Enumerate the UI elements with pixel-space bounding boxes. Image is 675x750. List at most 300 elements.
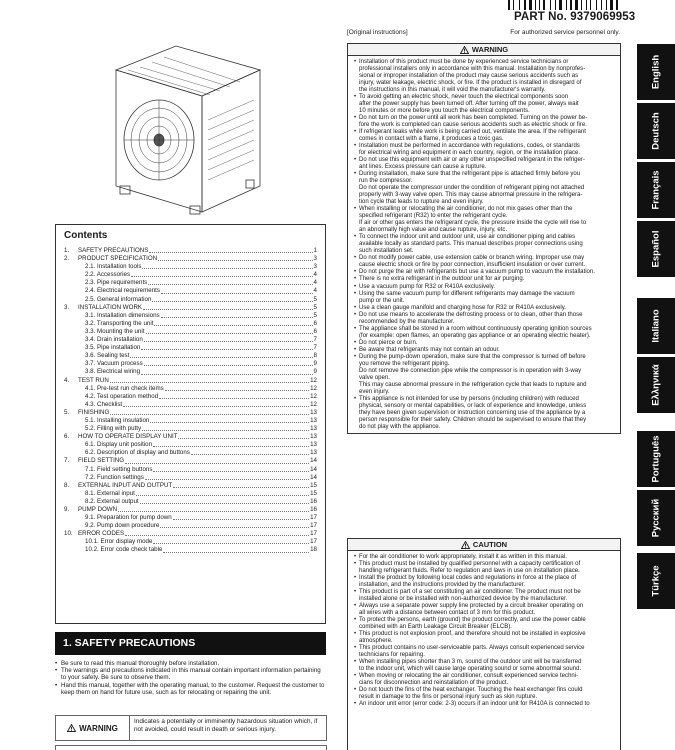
toc-page: 6 xyxy=(313,319,317,327)
toc-leader xyxy=(158,255,312,261)
outdoor-unit-illustration xyxy=(106,40,268,220)
toc-entry[interactable] xyxy=(64,425,317,433)
barcode-bar xyxy=(508,0,510,10)
legend-key-label: WARNING xyxy=(79,723,118,733)
toc-label: 4.1. Pre-test run check items xyxy=(85,384,164,392)
toc-number xyxy=(64,449,78,457)
barcode-bar xyxy=(546,0,549,10)
caution-line: to the indoor unit, which will cause large operating sound or some abnormal sound. xyxy=(359,666,582,673)
toc-entry[interactable] xyxy=(64,466,317,474)
toc-entry[interactable] xyxy=(64,514,317,522)
original-instructions-label: [Original instructions] xyxy=(347,29,408,36)
language-tab[interactable] xyxy=(637,431,675,487)
intro-item: • Hand this manual, together with the operating manual, to the customer. Request the customer to keep them on hand for future use, such as for relocating or repairing the unit. xyxy=(55,682,327,696)
toc-label: 3.2. Transporting the unit xyxy=(85,319,154,327)
caution-line: installed alone or be installed with non-authorized device by the manufacturer. xyxy=(359,596,568,603)
toc-leader xyxy=(159,393,309,399)
caution-line: installation, and the instructions provided by the manufacturer. xyxy=(359,582,526,589)
toc-page: 13 xyxy=(310,408,317,416)
language-tab-label: Türkçe xyxy=(650,565,662,597)
toc-page: 12 xyxy=(310,392,317,400)
toc-leader xyxy=(123,401,309,407)
toc-entry[interactable] xyxy=(64,344,317,352)
barcode-bar xyxy=(588,0,589,10)
warning-line: cause electric shock or fire by poor connection, insufficient insulation or over current. xyxy=(359,262,586,269)
toc-label: 5.1. Installing insulation xyxy=(85,416,150,424)
toc-page: 18 xyxy=(310,546,317,554)
intro-item: • Be sure to read this manual thoroughly before installation. xyxy=(55,660,327,667)
toc-number xyxy=(64,538,78,546)
toc-entry[interactable] xyxy=(64,449,317,457)
toc-entry[interactable] xyxy=(64,296,317,304)
warning-line: If air or other gas enters the refrigerant cycle, the pressure inside the cycle will rise to xyxy=(359,220,587,227)
warning-line: • Installation must be performed in accordance with regulations, codes, or standards xyxy=(354,143,615,150)
safety-intro-list xyxy=(55,660,327,696)
caution-line: • This product is not explosion proof, and therefore should not be installed in explosive xyxy=(354,631,615,638)
warning-line: valve open. xyxy=(359,374,390,381)
section-heading-safety: 1. SAFETY PRECAUTIONS xyxy=(55,632,326,655)
toc-leader xyxy=(142,425,309,431)
caution-line: • When installing pipes shorter than 3 m, sound of the outdoor unit will be transferred xyxy=(354,659,615,666)
legend-text: Indicates a potentially or imminently hazardous situation which, if not avoided, could result in death or serious injury. xyxy=(134,718,318,734)
barcode-bar xyxy=(521,0,523,10)
warning-line: recommended by the manufacturer. xyxy=(359,318,455,325)
toc-entry[interactable] xyxy=(64,255,317,263)
toc-number xyxy=(64,360,78,368)
language-tab[interactable] xyxy=(637,298,675,354)
toc-leader xyxy=(144,360,313,366)
warning-line: they have been given supervision or instruction concerning use of the appliance by a xyxy=(359,409,586,416)
toc-number xyxy=(64,352,78,360)
warning-line: injury, water leakage, electric shock, or fire. If the product is installed in disregard of xyxy=(359,80,582,87)
caution-line: • For the air conditioner to work appropriately, install it as written in this manual. xyxy=(354,554,615,561)
toc-number xyxy=(64,498,78,506)
caution-line: handling refrigerant fluids. Refer to regulation and laws in use on installation place. xyxy=(359,568,580,575)
caution-line: technicians for repairing. xyxy=(359,652,425,659)
toc-leader xyxy=(160,522,309,528)
warning-line: available locally as standard parts. This manual describes proper connections using xyxy=(359,241,583,248)
toc-page: 14 xyxy=(310,473,317,481)
barcode-bar xyxy=(616,0,618,10)
toc-leader xyxy=(141,344,312,350)
toc-number: 2. xyxy=(64,255,70,263)
toc-number xyxy=(64,287,78,295)
caution-list xyxy=(348,551,620,710)
toc-number xyxy=(64,417,78,425)
toc-label: 3.4. Drain installation xyxy=(85,336,143,344)
warning-line: fore the work is completed can cause serious accidents such as electric shock or fire. xyxy=(359,122,587,129)
warning-line: ant lines. Excess pressure can cause a rupture. xyxy=(359,164,487,171)
toc-label: FINISHING xyxy=(78,408,110,416)
warning-line: • Do not pierce or burn. xyxy=(354,340,615,347)
toc-number xyxy=(64,441,78,449)
toc-entry[interactable] xyxy=(64,538,317,546)
language-tab[interactable] xyxy=(637,490,675,546)
barcode-bar xyxy=(543,0,545,10)
toc-leader xyxy=(142,263,312,269)
barcode-bar xyxy=(583,0,585,10)
warning-line: • This appliance is not intended for use by persons (including children) with reduced xyxy=(354,396,615,403)
toc-leader xyxy=(154,320,312,326)
barcode-bar xyxy=(524,0,526,10)
toc-page: 16 xyxy=(310,506,317,513)
toc-entry[interactable] xyxy=(64,336,317,344)
warning-line: 10 minutes or more before you touch the electrical components. xyxy=(359,108,530,115)
toc-entry[interactable] xyxy=(64,368,317,376)
caution-title: CAUTION xyxy=(472,540,508,549)
toc-entry[interactable] xyxy=(64,377,317,385)
toc-label: EXTERNAL INPUT AND OUTPUT xyxy=(78,481,173,489)
toc-number xyxy=(64,490,78,498)
toc-label: 3.6. Sealing test xyxy=(85,352,130,360)
toc-label: 9.2. Pump down procedure xyxy=(85,522,160,530)
contents-box xyxy=(55,224,326,624)
warning-box xyxy=(347,43,621,434)
barcode-bar xyxy=(579,0,580,10)
barcode-bar xyxy=(608,0,609,10)
language-tab[interactable] xyxy=(637,553,675,609)
barcode-bar xyxy=(513,0,514,10)
warning-line: • Installation of this product must be done by experienced service technicians or xyxy=(354,59,615,66)
barcode-bar xyxy=(559,0,562,10)
warning-line: • To connect the indoor unit and outdoor unit, use air conditioner piping and cables xyxy=(354,234,615,241)
barcode-bar xyxy=(533,0,534,10)
toc-entry[interactable] xyxy=(64,352,317,360)
barcode-bar xyxy=(601,0,602,10)
barcode-bar xyxy=(511,0,512,10)
toc-page: 4 xyxy=(313,271,317,279)
barcode-bar xyxy=(590,0,591,10)
barcode-bar xyxy=(619,0,620,10)
caution-line: all wires with a distance between contact of 3 mm for this product. xyxy=(359,610,536,617)
toc-entry[interactable] xyxy=(64,457,317,465)
toc-label: 7.2. Function settings xyxy=(85,473,144,481)
warning-triangle-icon xyxy=(460,46,469,54)
toc-number xyxy=(64,522,78,530)
toc-entry[interactable] xyxy=(64,522,317,530)
toc-page: 17 xyxy=(310,514,317,522)
toc-label: 6.2. Description of display and buttons xyxy=(85,449,190,457)
toc-label: HOW TO OPERATE DISPLAY UNIT xyxy=(78,433,178,441)
barcode-bar xyxy=(557,0,558,10)
toc-entry[interactable] xyxy=(64,530,317,538)
table-of-contents xyxy=(64,247,317,555)
toc-page: 1 xyxy=(313,247,317,254)
language-tab[interactable] xyxy=(637,357,675,413)
language-tab-label: Italiano xyxy=(650,309,662,343)
barcode-bar xyxy=(527,0,528,10)
toc-page: 3 xyxy=(313,263,317,271)
toc-label: 5.2. Filling with putty xyxy=(85,425,142,433)
warning-line: • Use a vacuum pump for R32 or R410A exclusively. xyxy=(354,284,615,291)
toc-entry[interactable] xyxy=(64,433,317,441)
barcode-bar xyxy=(529,0,532,10)
toc-label: 3.8. Electrical wiring xyxy=(85,368,141,376)
toc-label: 10.1. Error display mode xyxy=(85,538,153,546)
warning-line: run the compressor. xyxy=(359,178,413,185)
warning-line: comes in contact with a flame, it produces a toxic gas. xyxy=(359,136,504,143)
warning-line: properly with 3-way valve open. This may cause abnormal pressure in the refrigera- xyxy=(359,192,583,199)
barcode-bar xyxy=(541,0,542,10)
toc-leader xyxy=(125,530,309,536)
warning-line: • To avoid getting an electric shock, never touch the electrical components soon xyxy=(354,94,615,101)
caution-line: • When moving or relocating the air conditioner, consult experienced service techni- xyxy=(354,673,615,680)
warning-line: • There is no extra refrigerant in the outdoor unit for air purging. xyxy=(354,276,615,283)
toc-number xyxy=(64,263,78,271)
caution-line: • This product is part of a set constituting an air conditioner. The product must not be xyxy=(354,589,615,596)
toc-leader xyxy=(146,328,313,334)
toc-leader xyxy=(136,490,309,496)
warning-line: tion cycle that leads to rupture and even injury. xyxy=(359,199,484,206)
warning-box-header xyxy=(348,44,620,56)
barcode-bar xyxy=(552,0,554,10)
language-tab[interactable] xyxy=(637,162,675,218)
toc-entry[interactable] xyxy=(64,360,317,368)
language-tab-label: Ελληνικά xyxy=(650,364,662,406)
barcode-bar xyxy=(606,0,607,10)
toc-entry[interactable] xyxy=(64,279,317,287)
language-tab-label: Русский xyxy=(650,498,662,538)
warning-line: physical, sensory or mental capabilities, or lack of experience and knowledge, unless xyxy=(359,402,587,409)
toc-number xyxy=(64,336,78,344)
toc-leader xyxy=(110,409,309,415)
toc-number: 10. xyxy=(64,530,73,538)
toc-entry[interactable] xyxy=(64,474,317,482)
toc-label: 2.1. Installation tools xyxy=(85,263,142,271)
toc-entry[interactable] xyxy=(64,401,317,409)
toc-number xyxy=(64,344,78,352)
warning-triangle-icon xyxy=(67,724,76,732)
barcode-bar xyxy=(586,0,588,10)
toc-leader xyxy=(130,352,312,358)
toc-number xyxy=(64,425,78,433)
toc-label: 4.3. Checklist xyxy=(85,400,123,408)
toc-leader xyxy=(149,247,312,253)
toc-label: 2.3. Pipe requirements xyxy=(85,279,148,287)
toc-page: 9 xyxy=(313,368,317,376)
caution-line: • Do not touch the fins of the heat exchanger. Touching the heat exchanger fins could xyxy=(354,687,615,694)
toc-leader xyxy=(145,474,309,480)
caution-line: • This product contains no user-serviceable parts. Always consult experienced service xyxy=(354,645,615,652)
toc-label: INSTALLATION WORK xyxy=(78,303,143,311)
toc-entry[interactable] xyxy=(64,287,317,295)
toc-entry[interactable] xyxy=(64,482,317,490)
warning-line: after the power supply has been turned off. After turning off the power, always wait xyxy=(359,101,579,108)
toc-number xyxy=(64,546,78,554)
toc-leader xyxy=(153,538,309,544)
toc-number xyxy=(64,296,78,304)
toc-page: 13 xyxy=(310,449,317,457)
toc-leader xyxy=(148,279,312,285)
toc-entry[interactable] xyxy=(64,506,317,514)
legend-key xyxy=(56,716,130,740)
warning-line: • Do not modify power cable, use extension cable or branch wiring. Improper use may xyxy=(354,255,615,262)
toc-number xyxy=(64,368,78,376)
toc-page: 5 xyxy=(313,295,317,303)
toc-leader xyxy=(118,506,309,512)
toc-page: 13 xyxy=(310,433,317,441)
toc-leader xyxy=(131,271,312,277)
caution-box xyxy=(347,538,621,750)
caution-line: • To protect the persons, earth (ground) the product correctly, and use the power cable xyxy=(354,617,615,624)
toc-label: PRODUCT SPECIFICATION xyxy=(78,255,158,263)
toc-leader xyxy=(153,441,309,447)
toc-entry[interactable] xyxy=(64,247,317,255)
caution-triangle-icon xyxy=(461,541,470,549)
toc-label: 6.1. Display unit position xyxy=(85,441,153,449)
toc-label: 2.2. Accessories xyxy=(85,271,131,279)
barcode-bar xyxy=(563,0,565,10)
toc-leader xyxy=(173,514,309,520)
language-tab-label: Español xyxy=(650,230,662,268)
toc-number: 4. xyxy=(64,376,70,384)
warning-line: person responsible for their safety. Children should be supervised to ensure that they xyxy=(359,416,587,423)
warning-line: • When installing or relocating the air conditioner, do not mix gases other than the xyxy=(354,206,615,213)
warning-line: sional or improper installation of the product may cause serious accidents such as xyxy=(359,73,579,80)
toc-leader xyxy=(152,296,312,302)
toc-label: 2.5. General information xyxy=(85,295,152,303)
toc-number xyxy=(64,279,78,287)
toc-entry[interactable] xyxy=(64,417,317,425)
toc-entry[interactable] xyxy=(64,271,317,279)
warning-line: • Do not purge the air with refrigerants but use a vacuum pump to vacuum the installation. xyxy=(354,269,615,276)
toc-page: 13 xyxy=(310,416,317,424)
barcode-bar xyxy=(592,0,595,10)
toc-entry[interactable] xyxy=(64,546,317,554)
barcode-bar xyxy=(596,0,597,10)
toc-leader xyxy=(191,449,309,455)
toc-entry[interactable] xyxy=(64,393,317,401)
toc-leader xyxy=(161,312,313,318)
warning-line: Do not remove the connection pipe while the compressor is in operation with 3-way xyxy=(359,367,582,374)
barcode-bar xyxy=(515,0,518,10)
toc-page: 14 xyxy=(310,465,317,473)
toc-number: 1. xyxy=(64,247,70,254)
barcode-bar xyxy=(535,0,536,10)
language-tab[interactable] xyxy=(637,44,675,100)
barcode-bar xyxy=(610,0,613,10)
barcode-bar xyxy=(536,0,538,10)
warning-line: • Do not turn on the power until all work has been completed. Turning on the power be- xyxy=(354,115,615,122)
intro-item: • The warnings and precautions indicated in this manual contain important information pertaining to your safety. Be sure to observe them. xyxy=(55,667,327,681)
warning-line: such installation set. xyxy=(359,248,414,255)
toc-entry[interactable] xyxy=(64,304,317,312)
language-tab[interactable] xyxy=(637,221,675,277)
language-tab[interactable] xyxy=(637,103,675,159)
warning-line: (for example: open flames, an operating gas appliance or an operating electric heater). xyxy=(359,332,591,339)
toc-label: ERROR CODES xyxy=(78,530,125,538)
toc-entry[interactable] xyxy=(64,328,317,336)
toc-number xyxy=(64,385,78,393)
contents-title: Contents xyxy=(64,230,108,241)
toc-leader xyxy=(178,433,309,439)
barcode-bar xyxy=(555,0,556,10)
toc-leader xyxy=(173,482,309,488)
warning-line: specified refrigerant (R32) to enter the refrigerant cycle. xyxy=(359,213,508,220)
warning-line: professional installers only in accordance with this manual. Installation by nonprofes- xyxy=(359,66,586,73)
barcode-bar xyxy=(570,0,572,10)
toc-leader xyxy=(163,546,309,552)
barcode-bar xyxy=(568,0,569,10)
toc-label: 8.2. External output xyxy=(85,497,139,505)
caution-box-header xyxy=(348,539,620,551)
legend-row-next xyxy=(55,745,327,750)
toc-leader xyxy=(143,304,312,310)
toc-leader xyxy=(110,377,309,383)
barcode-bar xyxy=(539,0,540,10)
toc-page: 6 xyxy=(313,327,317,335)
toc-page: 9 xyxy=(313,360,317,368)
toc-entry[interactable] xyxy=(64,409,317,417)
toc-entry[interactable] xyxy=(64,498,317,506)
warning-line: the instructions in this manual, it will void the manufacturer's warranty. xyxy=(359,87,546,94)
toc-entry[interactable] xyxy=(64,441,317,449)
toc-label: 9.1. Preparation for pump down xyxy=(85,514,172,522)
toc-number: 7. xyxy=(64,457,70,465)
warning-line: you remove the refrigerant piping. xyxy=(359,360,450,367)
toc-page: 12 xyxy=(310,376,317,384)
warning-line: • Do not use this equipment with air or any other unspecified refrigerant in the refriger- xyxy=(354,157,615,164)
barcode-bar xyxy=(573,0,574,10)
toc-number: 9. xyxy=(64,506,70,513)
caution-line: • This product must be installed by qualified personnel with a capacity certification of xyxy=(354,561,615,568)
toc-label: SAFETY PRECAUTIONS xyxy=(78,247,149,254)
toc-page: 3 xyxy=(313,255,317,263)
toc-leader xyxy=(161,287,313,293)
barcode-bar xyxy=(575,0,578,10)
caution-line: • Always use a separate power supply line protected by a circuit breaker operating on xyxy=(354,603,615,610)
warning-line: Do not operate the compressor under the condition of refrigerant piping not attached xyxy=(359,185,585,192)
warning-line: • During the pump-down operation, make sure that the compressor is turned off before xyxy=(354,354,615,361)
toc-label: 3.7. Vacuum process xyxy=(85,360,143,368)
toc-entry[interactable] xyxy=(64,385,317,393)
barcode-bar xyxy=(603,0,605,10)
warning-line: even injury. xyxy=(359,388,390,395)
warning-list xyxy=(348,56,620,433)
caution-line: result in damage to the fins or personal injury such as skin rupture. xyxy=(359,694,538,701)
toc-page: 15 xyxy=(310,489,317,497)
toc-label: 3.1. Installation dimensions xyxy=(85,311,160,319)
toc-entry[interactable] xyxy=(64,320,317,328)
toc-entry[interactable] xyxy=(64,263,317,271)
toc-number xyxy=(64,393,78,401)
toc-page: 4 xyxy=(313,287,317,295)
caution-line: cians for disconnection and reinstallation of the product. xyxy=(359,680,509,687)
toc-number xyxy=(64,514,78,522)
toc-number xyxy=(64,271,78,279)
caution-line: • Install the product by following local codes and regulations in force at the place of xyxy=(354,575,615,582)
toc-label: 4.2. Test operation method xyxy=(85,392,159,400)
toc-number: 8. xyxy=(64,481,70,489)
toc-number xyxy=(64,401,78,409)
toc-page: 5 xyxy=(313,303,317,311)
toc-entry[interactable] xyxy=(64,490,317,498)
toc-entry[interactable] xyxy=(64,312,317,320)
toc-number: 5. xyxy=(64,408,70,416)
language-tab-label: Deutsch xyxy=(650,112,662,150)
toc-page: 8 xyxy=(313,352,317,360)
toc-leader xyxy=(141,368,313,374)
warning-line: • Using the same vacuum pump for different refrigerants may damage the vacuum xyxy=(354,291,615,298)
barcode xyxy=(508,0,620,10)
toc-number: 3. xyxy=(64,303,70,311)
barcode-bar xyxy=(519,0,520,10)
toc-leader xyxy=(165,385,309,391)
language-tab-label: English xyxy=(650,54,662,90)
barcode-bar xyxy=(550,0,551,10)
toc-page: 17 xyxy=(310,538,317,546)
warning-line: • If refrigerant leaks while work is being carried out, ventilate the area. If the refrigerant xyxy=(354,129,615,136)
